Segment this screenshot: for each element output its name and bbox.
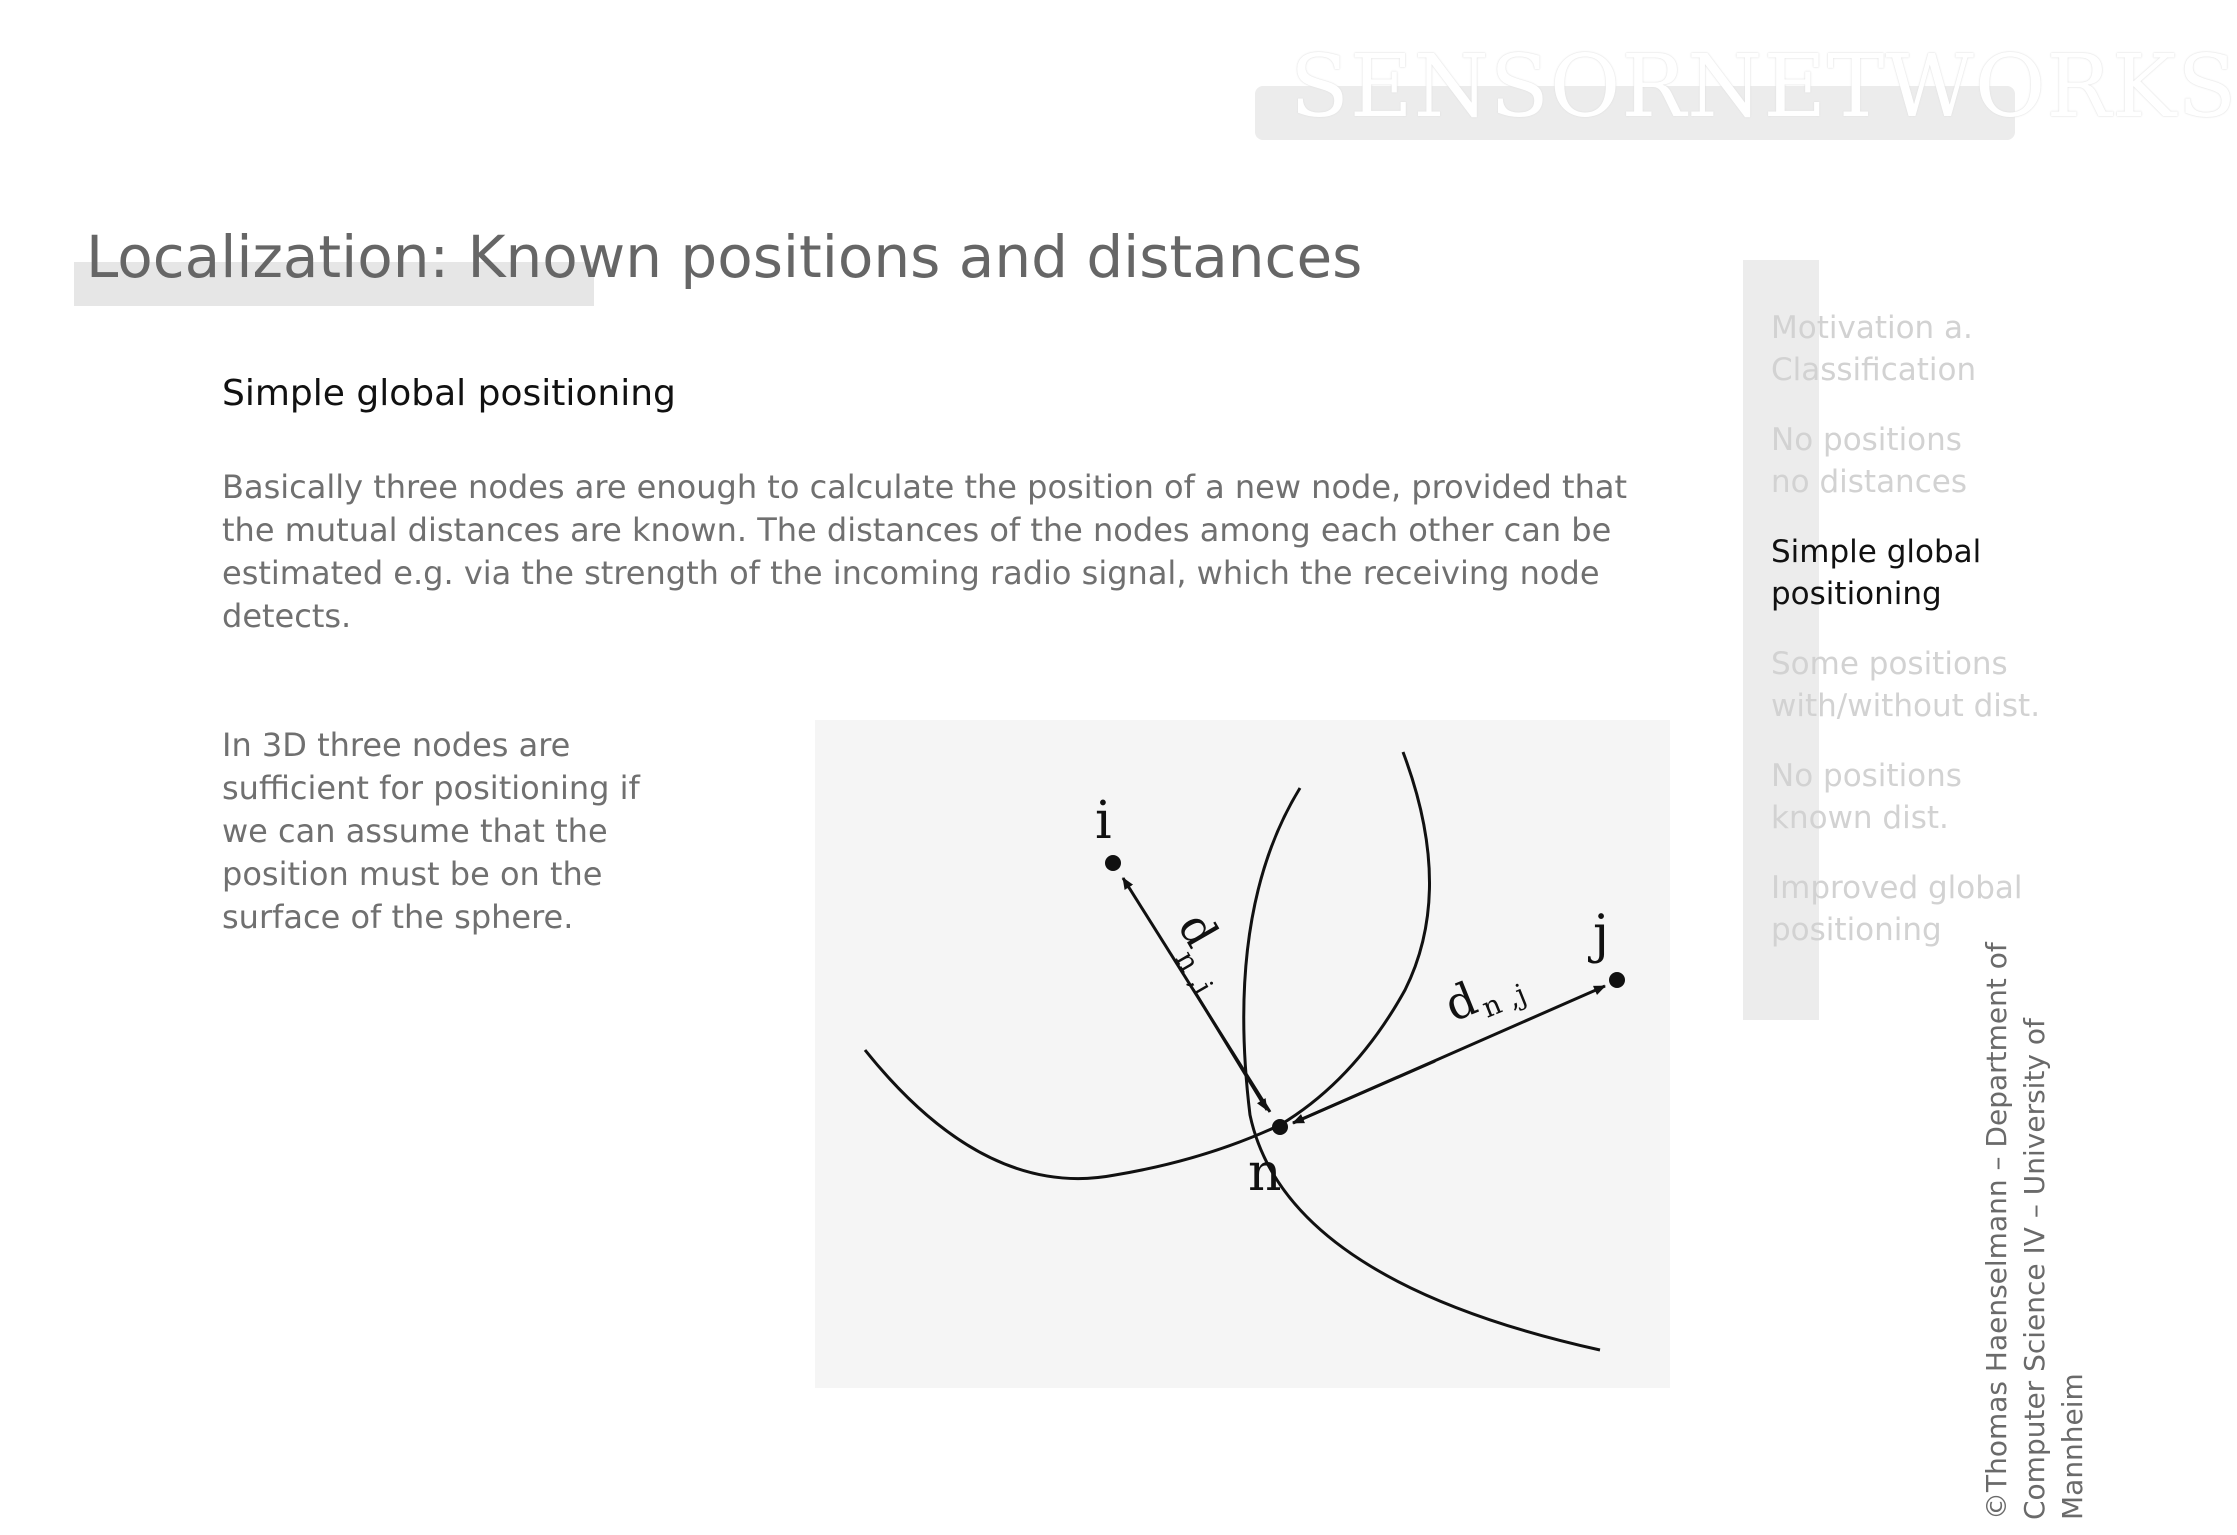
- body-paragraph: Basically three nodes are enough to calculate the position of a new node, provided that the mutual distances are known. The distances of the nodes among each other can be estimated e.g. via the strength of the incoming radio signal, which the receiving node detects.: [222, 468, 1627, 635]
- copyright-footer: ©Thomas Haenselmann – Department of Computer Science IV – University of Mannheim: [1980, 942, 2089, 1520]
- nav-item-some-positions[interactable]: Some positions with/without dist.: [1771, 646, 2041, 724]
- brand-logo-text: SENSORNETWORKS: [1290, 37, 2237, 137]
- range-arc-j: [1244, 788, 1600, 1350]
- range-arc-third: [1280, 752, 1430, 1125]
- distance-ni-d: d: [1167, 903, 1229, 957]
- trilateration-figure: [815, 720, 1670, 1388]
- nav-item-simple-global-positioning[interactable]: Simple global positioning: [1771, 534, 1982, 612]
- node-j-label: j: [1593, 905, 1610, 965]
- nav-item-no-positions-known-dist[interactable]: No positions known dist.: [1771, 758, 1962, 836]
- page-title: Localization: Known positions and distances: [86, 223, 1363, 291]
- range-arc-i: [865, 1050, 1280, 1179]
- distance-ni-subscript: n ,i: [1168, 945, 1220, 1001]
- node-j-point: [1609, 972, 1625, 988]
- nav-item-improved-global-positioning[interactable]: Improved global positioning: [1771, 870, 2023, 948]
- distance-nj-subscript: n ,j: [1477, 977, 1531, 1025]
- section-heading: Simple global positioning: [222, 373, 676, 414]
- side-note: In 3D three nodes are sufficient for positioning if we can assume that the position must be on the surface of the sphere.: [222, 726, 640, 936]
- nav-item-motivation[interactable]: Motivation a. Classification: [1771, 310, 1977, 388]
- node-i-label: i: [1095, 791, 1112, 851]
- node-n-point: [1272, 1119, 1288, 1135]
- nav-item-no-positions-no-distances[interactable]: No positions no distances: [1771, 422, 1967, 500]
- distance-nj-d: d: [1436, 971, 1485, 1033]
- section-nav: [1771, 307, 2041, 979]
- distance-arrow-nj-back: [1293, 1061, 1435, 1123]
- node-n-label: n: [1248, 1143, 1282, 1203]
- trilateration-diagram: [815, 720, 1670, 1388]
- node-i-point: [1105, 855, 1121, 871]
- distance-arrow-ni-back: [1195, 992, 1267, 1110]
